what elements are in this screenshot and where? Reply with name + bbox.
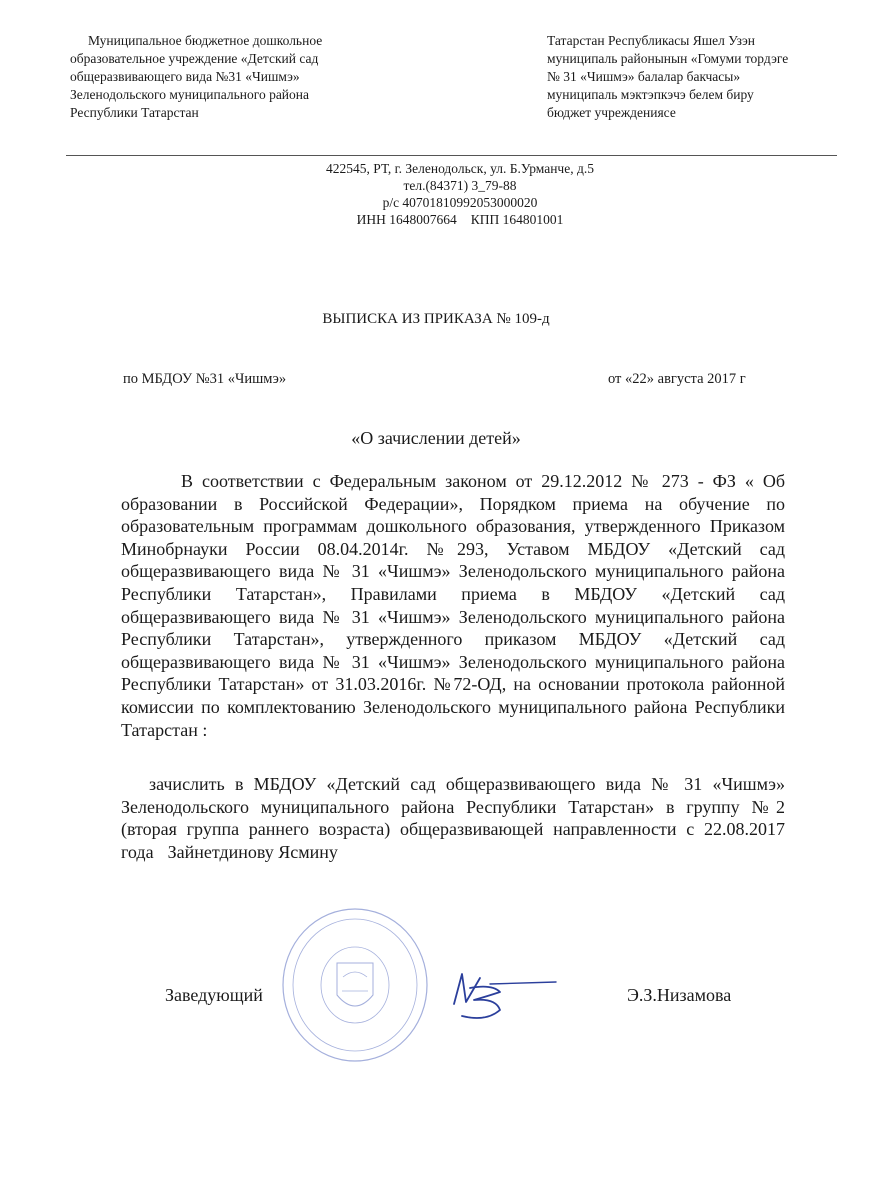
decision-text: зачислить в МБДОУ «Детский сад общеразвивающего вида № 31 «Чишмэ» Зеленодольского муниципального района Республики Татарстан» в группу №2 (вторая группа раннего возраста) общеразвивающей направленности с 22.08.2017 года xyxy=(121,774,785,862)
header-right-line: Татарстан Республикасы Яшел Узэн xyxy=(547,33,755,48)
signatory-name: Э.З.Низамова xyxy=(627,985,732,1005)
header-left-line: Республики Татарстан xyxy=(70,105,199,120)
header-right-block xyxy=(547,32,847,122)
header-left-line: Зеленодольского муниципального района xyxy=(70,87,309,102)
address: 422545, РТ, г. Зеленодольск, ул. Б.Урманче, д.5 xyxy=(326,161,594,176)
bank-account: р/с 40701810992053000020 xyxy=(382,195,538,210)
header-left-block xyxy=(70,32,400,122)
decision-paragraph xyxy=(121,773,785,863)
signatory-position: Заведующий xyxy=(165,985,263,1005)
header-left-line: образовательное учреждение «Детский сад xyxy=(70,51,319,66)
header-right-line: бюджет учреждениясе xyxy=(547,105,676,120)
document-title: ВЫПИСКА ИЗ ПРИКАЗА № 109-д xyxy=(322,311,550,327)
phone: тел.(84371) 3_79-88 xyxy=(403,178,517,193)
header-left-line: общеразвивающего вида №31 «Чишмэ» xyxy=(70,69,300,84)
header-right-line: муниципаль районынын «Гомуми тордэге xyxy=(547,51,789,66)
organization-line: по МБДОУ №31 «Чишмэ» xyxy=(123,371,287,387)
preamble-paragraph: В соответствии с Федеральным законом от 29.12.2012 № 273 - ФЗ « Об образовании в Российской Федерации», Порядком приема на обучение по образовательным программам дошкольного образования, утвержденного Приказом Минобрнауки России 08.04.2014г. №293, Уставом МБДОУ «Детский сад общеразвивающего вида № 31 «Чишмэ» Зеленодольского муниципального района Республики Татарстан», Правилами приема в МБДОУ «Детский сад общеразвивающего вида № 31 «Чишмэ» Зеленодольского муниципального района Республики Татарстан», утвержденного приказом МБДОУ «Детский сад общеразвивающего вида № 31 «Чишмэ» Зеленодольского муниципального района Республики Татарстан» от 31.03.2016г. №72-ОД, на основании протокола районной комиссии по комплектованию Зеленодольского муниципального района Республики Татарстан : xyxy=(121,471,785,740)
official-stamp xyxy=(280,905,430,1065)
order-subject: «О зачислении детей» xyxy=(351,428,521,448)
handwritten-signature xyxy=(440,960,560,1030)
inn: ИНН 1648007664 xyxy=(356,212,457,227)
order-body xyxy=(121,470,785,864)
header-right-line: муниципаль мэктэпкэчэ белем биру xyxy=(547,87,754,102)
child-name: Зайнетдинову Ясмину xyxy=(167,841,338,862)
contacts-block xyxy=(250,160,670,228)
kpp: КПП 164801001 xyxy=(470,212,564,227)
tax-ids xyxy=(250,211,670,228)
header-right-line: № 31 «Чишмэ» балалар бакчасы» xyxy=(547,69,741,84)
header-divider xyxy=(66,155,837,156)
order-date: от «22» августа 2017 г xyxy=(608,371,746,387)
header-left-line: Муниципальное бюджетное дошкольное xyxy=(88,33,323,48)
